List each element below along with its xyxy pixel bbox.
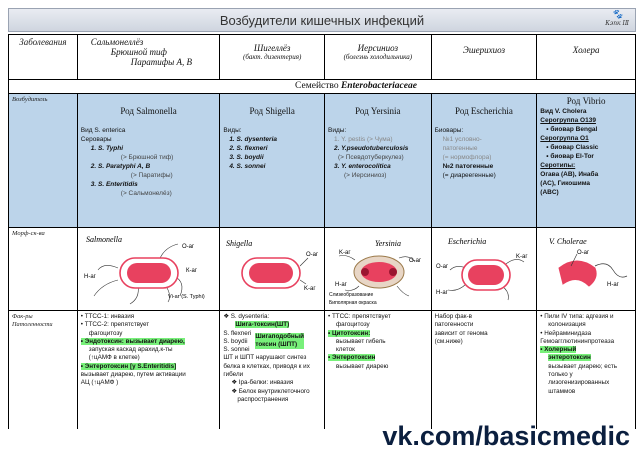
factors-row xyxy=(9,310,635,429)
species-line: Вид V. Cholera xyxy=(540,108,587,115)
disease-link: (> Псевдотуберкулез) xyxy=(337,154,404,161)
serotype-line: (AC), Гикошима xyxy=(540,180,591,187)
factor-line: белка в клетках, приводя к их xyxy=(223,362,310,370)
factor-line: ШТ и ШПТ нарушают синтез xyxy=(223,354,307,362)
morph-shigella xyxy=(219,228,324,310)
biovar-line: • биовар Bengal xyxy=(546,126,598,133)
logo xyxy=(605,11,629,27)
serovar-line: 1. S. Typhi xyxy=(90,145,124,152)
escherichia-drawing xyxy=(432,228,538,310)
factor-line: ❖ S. dysenteria: xyxy=(223,313,270,320)
factor-line: Гемоагглютининпротеаза xyxy=(540,337,615,345)
factor-line: только у xyxy=(548,371,573,379)
antigen-label: Vi-аг (S. Typhi) xyxy=(167,294,205,300)
factor-line: Шига-токсин(ШТ) xyxy=(235,321,290,329)
disease-note: (бакт. дизентерия) xyxy=(243,53,302,61)
morphology-row xyxy=(9,227,635,310)
family-name: Enterobacteriaceae xyxy=(340,81,417,91)
factor-line: зависит от генома xyxy=(434,329,488,337)
antigen-label: H-аг xyxy=(83,274,96,280)
antigen-label: К-аг xyxy=(185,268,197,274)
bacteria-name: Yersinia xyxy=(374,239,401,248)
infection-table xyxy=(8,34,636,429)
factor-line: вызывает диарею, путем активации xyxy=(80,371,186,379)
disease-link: (> Брюшной тиф) xyxy=(120,154,174,161)
antigen-label: K-аг xyxy=(338,250,351,256)
pathogen-escherichia xyxy=(431,94,537,227)
disease-name: Шигеллёз xyxy=(253,43,291,53)
disease-yersinia xyxy=(324,35,431,79)
factor-line: • Нейраминидаза xyxy=(540,329,592,337)
genus-title: Род Salmonella xyxy=(120,106,177,116)
disease-salmonella xyxy=(77,35,220,79)
disease-name: Холера xyxy=(572,45,600,55)
genus-title: Род Shigella xyxy=(249,106,295,116)
antigen-label: K-аг xyxy=(515,254,528,260)
row-label-factors: Фак-ры Патогенности xyxy=(12,313,53,329)
factor-line: АЦ (↑цАМФ ) xyxy=(80,379,119,387)
factor-line: клеток xyxy=(335,346,355,354)
disease-name: Сальмонеллёз xyxy=(90,37,144,47)
factor-line: Шигаподобный xyxy=(255,332,304,340)
serogroup-line: Серогруппа O1 xyxy=(540,135,589,142)
factors-shigella xyxy=(219,311,324,429)
yersinia-drawing xyxy=(325,228,432,310)
bacteria-name: V. Cholerae xyxy=(549,237,587,246)
species-line: Серовары xyxy=(80,136,112,143)
factor-line: ❖ Ipa-белки: инвазия xyxy=(231,379,294,387)
morph-yersinia xyxy=(324,228,431,310)
factor-line: (↑цАМФ в клетке) xyxy=(88,354,140,362)
factor-line: вызывает диарею; есть xyxy=(548,362,618,370)
genus-title: Род Yersinia xyxy=(355,106,401,116)
factor-line: патогенности xyxy=(434,321,474,329)
disease-link: (> Паратифы) xyxy=(130,172,173,179)
factor-line: • Энтеротоксин xyxy=(327,354,376,362)
species-line: 1. S. dysenteria xyxy=(229,136,278,143)
watermark-link[interactable]: vk.com/basicmedic xyxy=(382,421,630,451)
species-line: Виды: xyxy=(223,127,242,134)
pathogen-salmonella xyxy=(77,94,220,227)
antigen-label: H-аг xyxy=(334,282,347,288)
page-title: Возбудители кишечных инфекций xyxy=(219,12,425,28)
feature-label: Биполярная окраска xyxy=(328,300,377,306)
row-label-morphology: Морф-ск-ва xyxy=(9,228,77,310)
feature-label: Слизеобразование xyxy=(328,292,374,298)
family-row xyxy=(9,79,635,93)
factor-line: Набор фак-в xyxy=(434,313,472,320)
bacteria-name: Shigella xyxy=(226,239,253,248)
factor-line: • Холерный xyxy=(540,346,577,354)
serotype-line: (ABC) xyxy=(540,189,559,196)
factors-yersinia xyxy=(324,311,431,429)
diseases-row xyxy=(9,34,635,79)
species-line: S. flexneri xyxy=(223,329,252,337)
factors-salmonella xyxy=(77,311,220,429)
biovar-line: №1 условно- xyxy=(442,136,482,143)
species-line: 2. Y.pseudotuberculosis xyxy=(333,145,409,152)
antigen-label: O-аг xyxy=(435,264,448,270)
factor-line: колонизация xyxy=(548,321,586,329)
title-bar xyxy=(8,8,636,32)
disease-vibrio xyxy=(536,35,635,79)
factor-line: фагоцитозу xyxy=(88,329,123,337)
pathogen-row xyxy=(9,93,635,227)
antigen-label: K-аг xyxy=(304,286,316,292)
biovar-line: Биовары: xyxy=(434,127,464,134)
factor-line: фагоцитозу xyxy=(335,321,370,329)
factor-line: энтеротоксин xyxy=(548,354,591,362)
species-line: 4. S. sonnei xyxy=(229,163,266,170)
bacteria-name: Salmonella xyxy=(85,235,122,244)
serovar-line: 2. S. Paratyphi A, B xyxy=(90,163,151,170)
factors-vibrio xyxy=(536,311,635,429)
serovar-line: 3. S. Enteritidis xyxy=(90,181,138,188)
morph-escherichia xyxy=(431,228,537,310)
factor-line: лизогенизированных xyxy=(548,379,610,387)
biovar-line: (= диареегенные) xyxy=(442,172,496,179)
factor-line: • Пили IV типа: адгезия и xyxy=(540,313,614,320)
factor-line: • ТТСС-1: инвазия xyxy=(80,313,135,320)
species-line: 3. S. boydii xyxy=(229,154,264,161)
factor-line: штаммов xyxy=(548,387,576,395)
pathogen-vibrio xyxy=(536,94,635,227)
factor-line: ❖ Белок внутриклеточного xyxy=(231,387,310,395)
row-label-pathogen: Возбудитель xyxy=(9,94,77,227)
species-line: 3. Y. enterocolitica xyxy=(333,163,391,170)
salmonella-drawing xyxy=(78,228,221,310)
factor-line: вызывает гибель xyxy=(335,337,386,345)
factor-line: (см.ниже) xyxy=(434,337,463,345)
genus-title: Род Vibrio xyxy=(566,96,606,106)
bacteria-name: Escherichia xyxy=(447,237,486,246)
species-line: S. boydii xyxy=(223,337,248,345)
pathogen-shigella xyxy=(219,94,324,227)
factor-line: токсин (ШПТ) xyxy=(255,341,304,349)
disease-link: (> Иерсиниоз) xyxy=(343,172,387,179)
factors-escherichia xyxy=(431,311,537,429)
species-line: Вид S. enterica xyxy=(80,127,126,134)
serotype-line: Огава (AB), Инаба xyxy=(540,171,599,178)
factor-line: гибели xyxy=(223,371,244,379)
biovar-line: патогенные xyxy=(442,145,478,152)
morph-salmonella xyxy=(77,228,220,310)
shigella-drawing xyxy=(220,228,325,310)
antigen-label: O-аг xyxy=(408,258,422,264)
genus-title: Род Escherichia xyxy=(455,106,513,116)
disease-shigella xyxy=(219,35,324,79)
disease-name: Брюшной тиф xyxy=(110,47,167,57)
disease-link: (> Сальмонелёз) xyxy=(120,190,172,197)
morph-vibrio xyxy=(536,228,635,310)
species-line: Виды: xyxy=(327,127,347,134)
biovar-line: (= нормофлора) xyxy=(442,154,492,161)
species-line: S. sonnei xyxy=(223,346,250,354)
factor-line: • ТТСС: препятствует xyxy=(327,313,391,320)
antigen-label: H-аг xyxy=(435,290,448,296)
antigen-label: O-аг xyxy=(577,250,590,256)
biovar-line: №2 патогенные xyxy=(442,163,494,170)
factor-line: • Эндотоксин: вызывает диарею, xyxy=(80,337,185,345)
factor-line: • Энтеротоксин [у S.Enteritidis] xyxy=(80,362,177,370)
logo-text: Кэпк ⅠⅡ xyxy=(605,20,629,27)
disease-name: Паратифы А, В xyxy=(130,57,193,67)
factor-line: вызывает диарею xyxy=(335,362,389,370)
factor-line: распространения xyxy=(237,395,289,403)
logo-icon: 🐾 xyxy=(611,10,623,20)
factor-line: • ТТСС-2: препятствует xyxy=(80,321,150,329)
vibrio-drawing xyxy=(537,228,636,310)
factor-line: запуская каскад арахид.к-ты xyxy=(88,346,173,354)
species-line: 1. Y. pestis (> Чума) xyxy=(333,136,393,143)
disease-name: Иерсиниоз xyxy=(357,43,398,53)
row-label-diseases: Заболевания xyxy=(19,37,67,47)
pathogen-yersinia xyxy=(324,94,431,227)
factor-line: • Цитотоксин: xyxy=(327,329,371,337)
serogroup-line: Серогруппа O139 xyxy=(540,117,596,124)
antigen-label: O-аг xyxy=(181,244,194,250)
antigen-label: H-аг xyxy=(607,282,620,288)
family-prefix: Семейство xyxy=(295,81,339,91)
biovar-line: • биовар El-Tor xyxy=(546,153,594,160)
disease-name: Эшерихиоз xyxy=(462,45,505,55)
species-line: 2. S. flexneri xyxy=(229,145,268,152)
disease-note: (болезнь холодильника) xyxy=(343,53,413,61)
antigen-label: O-аг xyxy=(306,252,319,258)
disease-escherichia xyxy=(431,35,537,79)
biovar-line: • биовар Classic xyxy=(546,144,599,151)
serotype-heading: Серотипы: xyxy=(540,162,576,169)
